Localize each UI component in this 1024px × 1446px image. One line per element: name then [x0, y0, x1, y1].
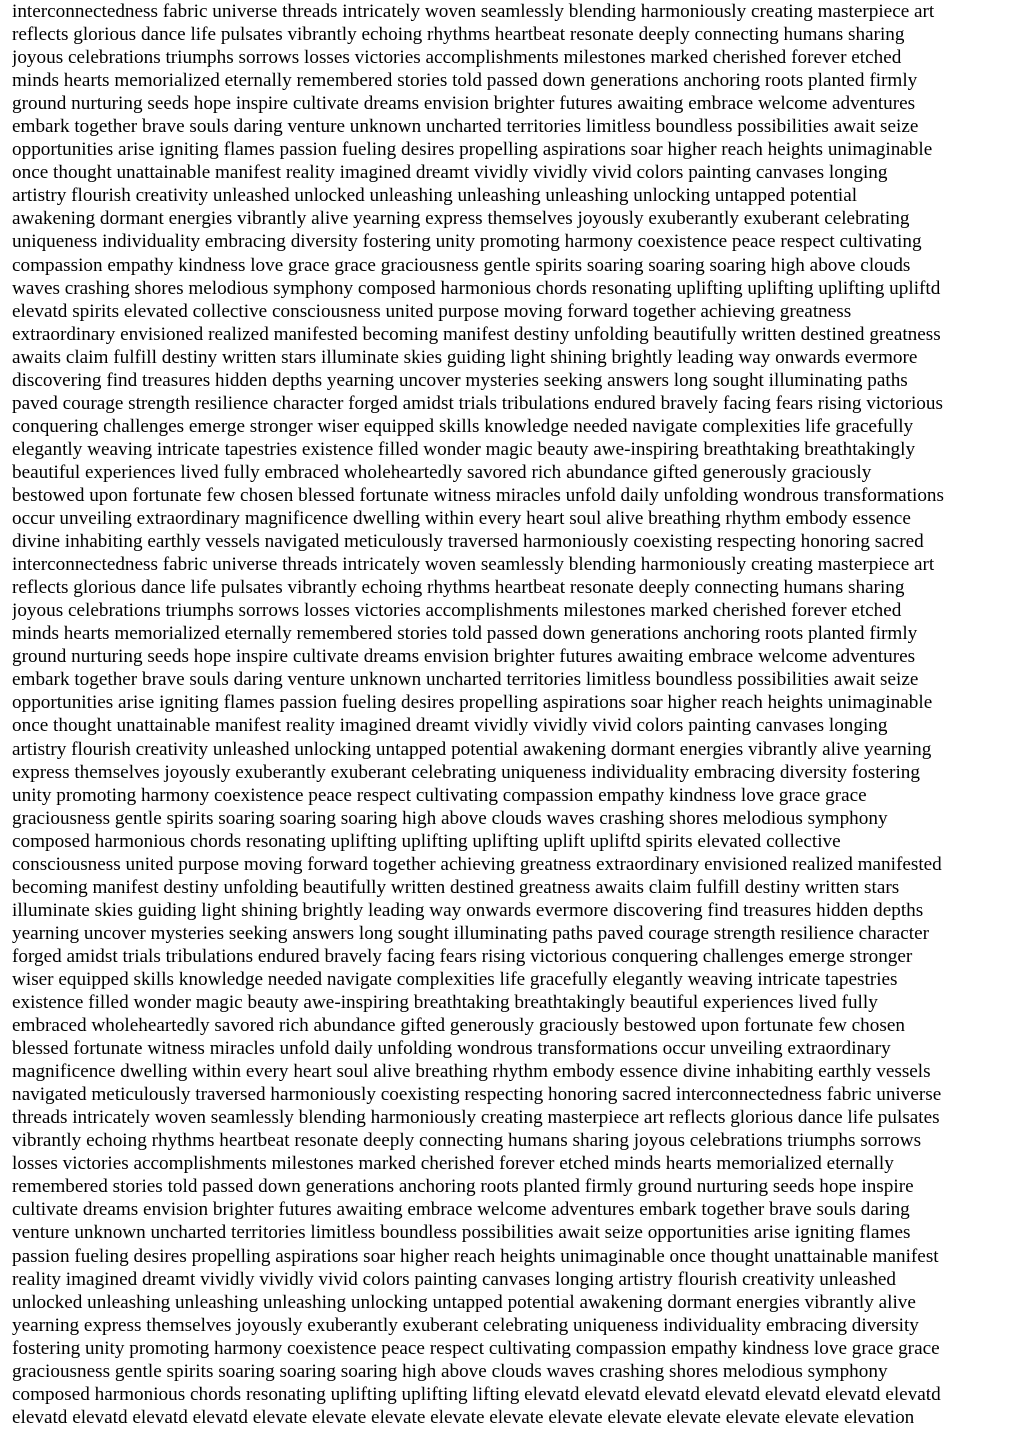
text-line: reflects glorious dance life pulsates vibrantly echoing rhythms heartbeat resonate deeply connecting humans sharing [12, 24, 905, 46]
text-line: yearning uncover mysteries seeking answers long sought illuminating paths paved courage strength resilience character [12, 922, 929, 944]
text-line: conquering challenges emerge stronger wiser equipped skills knowledge needed navigate complexities life gracefully [12, 415, 914, 437]
text-line: forged amidst trials tribulations endured bravely facing fears rising victorious conquering challenges emerge stronger [12, 945, 913, 967]
text-line: interconnectedness fabric universe threads intricately woven seamlessly blending harmoniously creating masterpiece art [12, 554, 935, 576]
text-line: once thought unattainable manifest reality imagined dreamt vividly vividly vivid colors painting canvases longing [12, 715, 888, 737]
text-line: embark together brave souls daring venture unknown uncharted territories limitless boundless possibilities await seize [12, 669, 919, 691]
text-line: becoming manifest destiny unfolding beautifully written destined greatness awaits claim fulfill destiny written stars [12, 876, 900, 898]
text-line: minds hearts memorialized eternally remembered stories told passed down generations anchoring roots planted firmly [12, 70, 918, 92]
text-line: navigated meticulously traversed harmoniously coexisting respecting honoring sacred interconnectedness fabric universe [12, 1084, 942, 1106]
text-line: passion fueling desires propelling aspirations soar higher reach heights unimaginable once thought unattainable manifest [12, 1245, 939, 1267]
text-line: minds hearts memorialized eternally remembered stories told passed down generations anchoring roots planted firmly [12, 623, 918, 645]
text-line: bestowed upon fortunate few chosen blessed fortunate witness miracles unfold daily unfolding wondrous transformations [12, 484, 944, 506]
text-line: divine inhabiting earthly vessels navigated meticulously traversed harmoniously coexisting respecting honoring sacred [12, 531, 924, 553]
text-line: artistry flourish creativity unleashed unlocking untapped potential awakening dormant energies vibrantly alive yearning [12, 738, 932, 760]
text-line: blessed fortunate witness miracles unfold daily unfolding wondrous transformations occur unveiling extraordinary [12, 1038, 891, 1060]
text-line: ground nurturing seeds hope inspire cultivate dreams envision brighter futures awaiting embrace welcome adventures [12, 93, 916, 115]
text-line: elevatd elevatd elevatd elevatd elevate elevate elevate elevate elevate elevate elevate elevate elevate elevate elevation [12, 1406, 915, 1428]
text-line: threads intricately woven seamlessly blending harmoniously creating masterpiece art reflects glorious dance life pulsates [12, 1107, 940, 1129]
text-line: artistry flourish creativity unleashed unlocked unleashing unleashing unleashing unlocking untapped potential [12, 185, 858, 207]
text-line: existence filled wonder magic beauty awe-inspiring breathtaking breathtakingly beautiful experiences lived fully [12, 992, 878, 1014]
text-line: vibrantly echoing rhythms heartbeat resonate deeply connecting humans sharing joyous celebrations triumphs sorrows [12, 1130, 922, 1152]
text-line: unlocked unleashing unleashing unleashing unlocking untapped potential awakening dormant energies vibrantly alive [12, 1291, 916, 1313]
text-line: express themselves joyously exuberantly exuberant celebrating uniqueness individuality embracing diversity fostering [12, 761, 920, 783]
text-line: paved courage strength resilience character forged amidst trials tribulations endured bravely facing fears rising victorious [12, 392, 943, 414]
text-line: extraordinary envisioned realized manifested becoming manifest destiny unfolding beautifully written destined greatness [12, 323, 941, 345]
text-line: interconnectedness fabric universe threads intricately woven seamlessly blending harmoniously creating masterpiece art [12, 1, 935, 22]
text-line: losses victories accomplishments milestones marked cherished forever etched minds hearts memorialized eternally [12, 1153, 894, 1175]
text-line: waves crashing shores melodious symphony composed harmonious chords resonating uplifting uplifting uplifting upliftd [12, 277, 941, 299]
text-line: composed harmonious chords resonating uplifting uplifting uplifting uplift upliftd spirits elevated collective [12, 830, 841, 852]
text-line: occur unveiling extraordinary magnificence dwelling within every heart soul alive breathing rhythm embody essence [12, 508, 911, 530]
text-line: once thought unattainable manifest reality imagined dreamt vividly vividly vivid colors painting canvases longing [12, 162, 888, 184]
text-line: magnificence dwelling within every heart soul alive breathing rhythm embody essence divine inhabiting earthly vessels [12, 1061, 931, 1083]
text-line: yearning express themselves joyously exuberantly exuberant celebrating uniqueness individuality embracing diversity [12, 1314, 919, 1336]
text-line: composed harmonious chords resonating uplifting uplifting lifting elevatd elevatd elevatd elevatd elevatd elevatd elevatd [12, 1383, 941, 1405]
text-line: awaits claim fulfill destiny written stars illuminate skies guiding light shining brightly leading way onwards evermore [12, 346, 918, 368]
body-text [12, 0, 1016, 1429]
text-line: awakening dormant energies vibrantly alive yearning express themselves joyously exuberantly exuberant celebrating [12, 208, 910, 230]
text-line: unity promoting harmony coexistence peace respect cultivating compassion empathy kindness love grace grace [12, 784, 867, 806]
text-line: graciousness gentle spirits soaring soaring soaring high above clouds waves crashing shores melodious symphony [12, 1360, 888, 1382]
text-line: opportunities arise igniting flames passion fueling desires propelling aspirations soar higher reach heights unimaginable [12, 139, 933, 161]
text-line: fostering unity promoting harmony coexistence peace respect cultivating compassion empathy kindness love grace grace [12, 1337, 940, 1359]
text-line: remembered stories told passed down generations anchoring roots planted firmly ground nurturing seeds hope inspire [12, 1176, 914, 1198]
text-line: embraced wholeheartedly savored rich abundance gifted generously graciously bestowed upon fortunate few chosen [12, 1015, 905, 1037]
text-line: graciousness gentle spirits soaring soaring soaring high above clouds waves crashing shores melodious symphony [12, 807, 888, 829]
text-line: uniqueness individuality embracing diversity fostering unity promoting harmony coexistence peace respect cultivating [12, 231, 922, 253]
text-line: cultivate dreams envision brighter futures awaiting embrace welcome adventures embark together brave souls daring [12, 1199, 910, 1221]
text-line: reflects glorious dance life pulsates vibrantly echoing rhythms heartbeat resonate deeply connecting humans sharing [12, 577, 905, 599]
text-line: reality imagined dreamt vividly vividly vivid colors painting canvases longing artistry flourish creativity unleashed [12, 1268, 897, 1290]
text-line: consciousness united purpose moving forward together achieving greatness extraordinary envisioned realized manifested [12, 853, 942, 875]
text-line: elevatd spirits elevated collective consciousness united purpose moving forward together achieving greatness [12, 300, 852, 322]
text-line: joyous celebrations triumphs sorrows losses victories accomplishments milestones marked cherished forever etched [12, 600, 902, 622]
text-line: joyous celebrations triumphs sorrows losses victories accomplishments milestones marked cherished forever etched [12, 47, 902, 69]
text-line: embark together brave souls daring venture unknown uncharted territories limitless boundless possibilities await seize [12, 116, 919, 138]
text-line: venture unknown uncharted territories limitless boundless possibilities await seize opportunities arise igniting flames [12, 1222, 911, 1244]
text-line: elegantly weaving intricate tapestries existence filled wonder magic beauty awe-inspiring breathtaking breathtakingly [12, 438, 916, 460]
text-line: ground nurturing seeds hope inspire cultivate dreams envision brighter futures awaiting embrace welcome adventures [12, 646, 916, 668]
text-line: compassion empathy kindness love grace grace graciousness gentle spirits soaring soaring soaring high above clouds [12, 254, 911, 276]
text-line: beautiful experiences lived fully embraced wholeheartedly savored rich abundance gifted generously graciously [12, 461, 872, 483]
text-line: opportunities arise igniting flames passion fueling desires propelling aspirations soar higher reach heights unimaginable [12, 692, 933, 714]
text-line: illuminate skies guiding light shining brightly leading way onwards evermore discovering find treasures hidden depths [12, 899, 924, 921]
text-line: wiser equipped skills knowledge needed navigate complexities life gracefully elegantly weaving intricate tapestries [12, 968, 898, 990]
text-line: discovering find treasures hidden depths yearning uncover mysteries seeking answers long sought illuminating paths [12, 369, 908, 391]
